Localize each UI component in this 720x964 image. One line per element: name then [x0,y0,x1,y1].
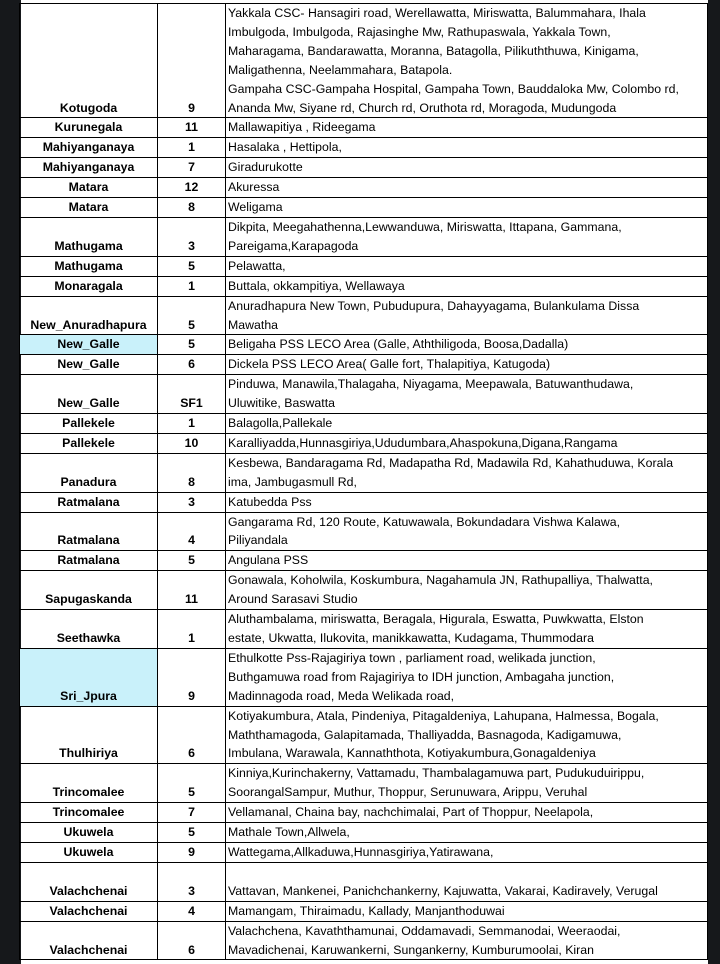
affected-areas-line: Maharagama, Bandarawatta, Moranna, Batagolla, Pilikuththuwa, Kinigama, [228,43,639,58]
feeder-cell: 5 [158,551,226,571]
area-cell: Matara [20,198,158,218]
table-row [20,256,708,276]
feeder-cell: 6 [158,355,226,375]
area-cell: Monaragala [20,276,158,296]
feeder-cell: 9 [158,648,226,706]
table-row [20,862,708,901]
affected-areas-cell [226,296,708,335]
affected-areas-line: Pinduwa, Manawila,Thalagaha, Niyagama, Meepawala, Batuwanthudawa, [228,377,634,392]
affected-areas-line: Anuradhapura New Town, Pubudupura, Dahayyagama, Bulankulama Dissa [228,298,640,313]
affected-areas-line: Maththamagoda, Galapitamada, Thalliyadda, Basnagoda, Kadigamuwa, [228,727,622,742]
feeder-cell: 11 [158,118,226,138]
affected-areas-line: Katubedda Pss [228,494,312,509]
affected-areas-cell [226,921,708,960]
affected-areas-cell [226,178,708,198]
feeder-cell: 4 [158,901,226,921]
affected-areas-line: Aluthambalama, miriswatta, Beragala, Higurala, Eswatta, Puwkwatta, Elston [228,612,644,627]
affected-areas-cell [226,198,708,218]
area-cell: Valachchenai [20,901,158,921]
area-cell: Ratmalana [20,551,158,571]
table-row [20,823,708,843]
affected-areas-cell [226,492,708,512]
area-cell: Pallekele [20,414,158,434]
affected-areas-cell [226,823,708,843]
affected-areas-line: Kesbewa, Bandaragama Rd, Madapatha Rd, Madawila Rd, Kahathuduwa, Korala [228,455,674,470]
affected-areas-cell [226,158,708,178]
affected-areas-line: Angulana PSS [228,553,309,568]
feeder-cell: 6 [158,706,226,764]
area-cell: Mathugama [20,256,158,276]
affected-areas-cell [226,803,708,823]
affected-areas-cell [226,118,708,138]
affected-areas-cell [226,256,708,276]
affected-areas-cell [226,706,708,764]
affected-areas-line: Buttala, okkampitiya, Wellawaya [228,278,405,293]
affected-areas-cell [226,433,708,453]
affected-areas-line: Hasalaka , Hettipola, [228,140,342,155]
affected-areas-line: Giradurukotte [228,160,303,175]
feeder-cell: 5 [158,296,226,335]
feeder-cell: 1 [158,276,226,296]
affected-areas-line: Mawatha [228,317,279,332]
area-cell: Ratmalana [20,492,158,512]
feeder-cell: 3 [158,217,226,256]
table-row [20,198,708,218]
affected-areas-cell [226,217,708,256]
table-row [20,610,708,649]
feeder-cell: 3 [158,862,226,901]
affected-areas-line: Kotiyakumbura, Atala, Pindeniya, Pitagaldeniya, Lahupana, Halmessa, Bogala, [228,708,659,723]
table-row [20,414,708,434]
table-row [20,492,708,512]
area-cell: Ratmalana [20,512,158,551]
affected-areas-line: Mamangam, Thiraimadu, Kallady, Manjanthoduwai [228,903,505,918]
table-row [20,512,708,551]
table-row [20,842,708,862]
affected-areas-line: SoorangalSampur, Muthur, Thoppur, Serunuwara, Arippu, Veruhal [228,785,588,800]
area-cell: Matara [20,178,158,198]
affected-areas-line [228,863,707,882]
affected-areas-line: Gonawala, Koholwila, Koskumbura, Nagahamula JN, Rathupalliya, Thalwatta, [228,573,653,588]
affected-areas-line: Imbulana, Warawala, Kannaththota, Kotiyakumbura,Gonagaldeniya [228,746,596,761]
affected-areas-line: Karalliyadda,Hunnasgiriya,Ududumbara,Ahaspokuna,Digana,Rangama [228,435,618,450]
feeder-cell: 4 [158,512,226,551]
area-cell: Panadura [20,453,158,492]
feeder-cell: 9 [158,842,226,862]
feeder-cell: 7 [158,158,226,178]
affected-areas-line: Mavadichenai, Karuwankerni, Sungankerny, Kumburumoolai, Kiran [228,942,594,957]
table-row [20,901,708,921]
affected-areas-cell [226,901,708,921]
area-cell: Trincomalee [20,764,158,803]
affected-areas-line: Pareigama,Karapagoda [228,238,359,253]
area-cell: Valachchenai [20,862,158,901]
affected-areas-line: Pelawatta, [228,258,286,273]
table-row [20,803,708,823]
affected-areas-line: Balagolla,Pallekale [228,416,333,431]
table-row [20,217,708,256]
affected-areas-line: Madinnagoda road, Meda Welikada road, [228,688,455,703]
feeder-cell: 5 [158,764,226,803]
feeder-cell: 5 [158,823,226,843]
table-row [20,571,708,610]
affected-areas-cell [226,764,708,803]
feeder-cell: 11 [158,571,226,610]
affected-areas-line: Piliyandala [228,533,288,548]
affected-areas-line: Weligama [228,200,283,215]
feeder-cell: 6 [158,921,226,960]
affected-areas-line: Wattegama,Allkaduwa,Hunnasgiriya,Yatirawana, [228,844,494,859]
affected-areas-cell [226,355,708,375]
right-dark-border [708,0,720,964]
feeder-cell: 12 [158,178,226,198]
area-cell: Mahiyanganaya [20,138,158,158]
affected-areas-cell [226,335,708,355]
affected-areas-line: Vattavan, Mankenei, Panichchankerny, Kajuwatta, Vakarai, Kadiravely, Verugal [228,883,658,898]
left-dark-border [0,0,21,964]
feeder-cell: 9 [158,4,226,118]
table-row [20,764,708,803]
affected-areas-line: Dickela PSS LECO Area( Galle fort, Thalapitiya, Katugoda) [228,357,551,372]
affected-areas-line: Dikpita, Meegahathenna,Lewwanduwa, Miriswatta, Ittapana, Gammana, [228,219,622,234]
affected-areas-line: Buthgamuwa road from Rajagiriya to IDH junction, Ambagaha junction, [228,669,615,684]
affected-areas-cell [226,610,708,649]
area-cell: New_Anuradhapura [20,296,158,335]
affected-areas-line: Yakkala CSC- Hansagiri road, Werellawatta, Miriswatta, Balummahara, Ihala [228,6,646,20]
table-row [20,276,708,296]
affected-areas-cell [226,138,708,158]
affected-areas-cell [226,862,708,901]
feeder-cell: 1 [158,610,226,649]
area-cell: Trincomalee [20,803,158,823]
feeder-cell: 7 [158,803,226,823]
affected-areas-line: Gangarama Rd, 120 Route, Katuwawala, Bokundadara Vishwa Kalawa, [228,514,621,529]
affected-areas-line: Mallawapitiya , Rideegama [228,120,376,135]
feeder-cell: 8 [158,453,226,492]
area-cell: Mahiyanganaya [20,158,158,178]
feeder-cell: 5 [158,335,226,355]
affected-areas-line: Kinniya,Kurinchakerny, Vattamadu, Thambalagamuwa part, Pudukuduirippu, [228,766,645,781]
table-row [20,648,708,706]
affected-areas-line: ima, Jambugasmull Rd, [228,474,357,489]
affected-areas-cell [226,453,708,492]
area-cell: Thulhiriya [20,706,158,764]
area-cell: Seethawka [20,610,158,649]
affected-areas-line: Around Sarasavi Studio [228,592,358,607]
affected-areas-cell [226,551,708,571]
table-row [20,551,708,571]
affected-areas-line: Vellamanal, Chaina bay, nachchimalai, Part of Thoppur, Neelapola, [228,805,594,820]
feeder-cell: 5 [158,256,226,276]
area-cell: New_Galle [20,355,158,375]
affected-areas-line: Beligaha PSS LECO Area (Galle, Aththiligoda, Boosa,Dadalla) [228,337,569,352]
feeder-cell: 1 [158,414,226,434]
power-interruption-table [19,3,708,960]
affected-areas-cell [226,4,708,118]
affected-areas-line: Mathale Town,Allwela, [228,825,350,840]
table-row [20,118,708,138]
area-cell: Sri_Jpura [20,648,158,706]
area-cell: Kurunegala [20,118,158,138]
affected-areas-line: Ananda Mw, Siyane rd, Church rd, Oruthota rd, Moragoda, Mudungoda [228,100,617,115]
affected-areas-cell [226,648,708,706]
feeder-cell: SF1 [158,375,226,414]
table-row [20,355,708,375]
area-cell: Ukuwela [20,823,158,843]
affected-areas-cell [226,414,708,434]
area-cell: Valachchenai [20,921,158,960]
affected-areas-line: estate, Ukwatta, Ilukovita, manikkawatta, Kudagama, Thummodara [228,631,594,645]
affected-areas-cell [226,276,708,296]
affected-areas-line: Gampaha CSC-Gampaha Hospital, Gampaha Town, Bauddaloka Mw, Colombo rd, [228,81,679,96]
table-row [20,433,708,453]
affected-areas-line: Ethulkotte Pss-Rajagiriya town , parliament road, welikada junction, [228,650,596,665]
table-row [20,296,708,335]
table-row [20,178,708,198]
table-row [20,921,708,960]
table-row [20,706,708,764]
table-row [20,4,708,118]
table-row [20,158,708,178]
affected-areas-line: Uluwitike, Baswatta [228,396,335,411]
table-row [20,453,708,492]
affected-areas-line: Maligathenna, Neelammahara, Batapola. [228,62,453,77]
feeder-cell: 3 [158,492,226,512]
feeder-cell: 1 [158,138,226,158]
table-row [20,138,708,158]
area-cell: Ukuwela [20,842,158,862]
affected-areas-line: Valachchena, Kavaththamunai, Oddamavadi, Semmanodai, Weeraodai, [228,923,621,938]
table-row [20,335,708,355]
feeder-cell: 10 [158,433,226,453]
area-cell: Pallekele [20,433,158,453]
area-cell: Kotugoda [20,4,158,118]
area-cell: Mathugama [20,217,158,256]
affected-areas-cell [226,842,708,862]
affected-areas-cell [226,571,708,610]
affected-areas-cell [226,375,708,414]
table-row [20,375,708,414]
feeder-cell: 8 [158,198,226,218]
area-cell: Sapugaskanda [20,571,158,610]
affected-areas-line: Imbulgoda, Imbulgoda, Rajasinghe Mw, Rathupaswala, Yakkala Town, [228,24,611,39]
affected-areas-cell [226,512,708,551]
table-body [20,4,708,960]
area-cell: New_Galle [20,335,158,355]
area-cell: New_Galle [20,375,158,414]
affected-areas-line: Akuressa [228,180,280,195]
